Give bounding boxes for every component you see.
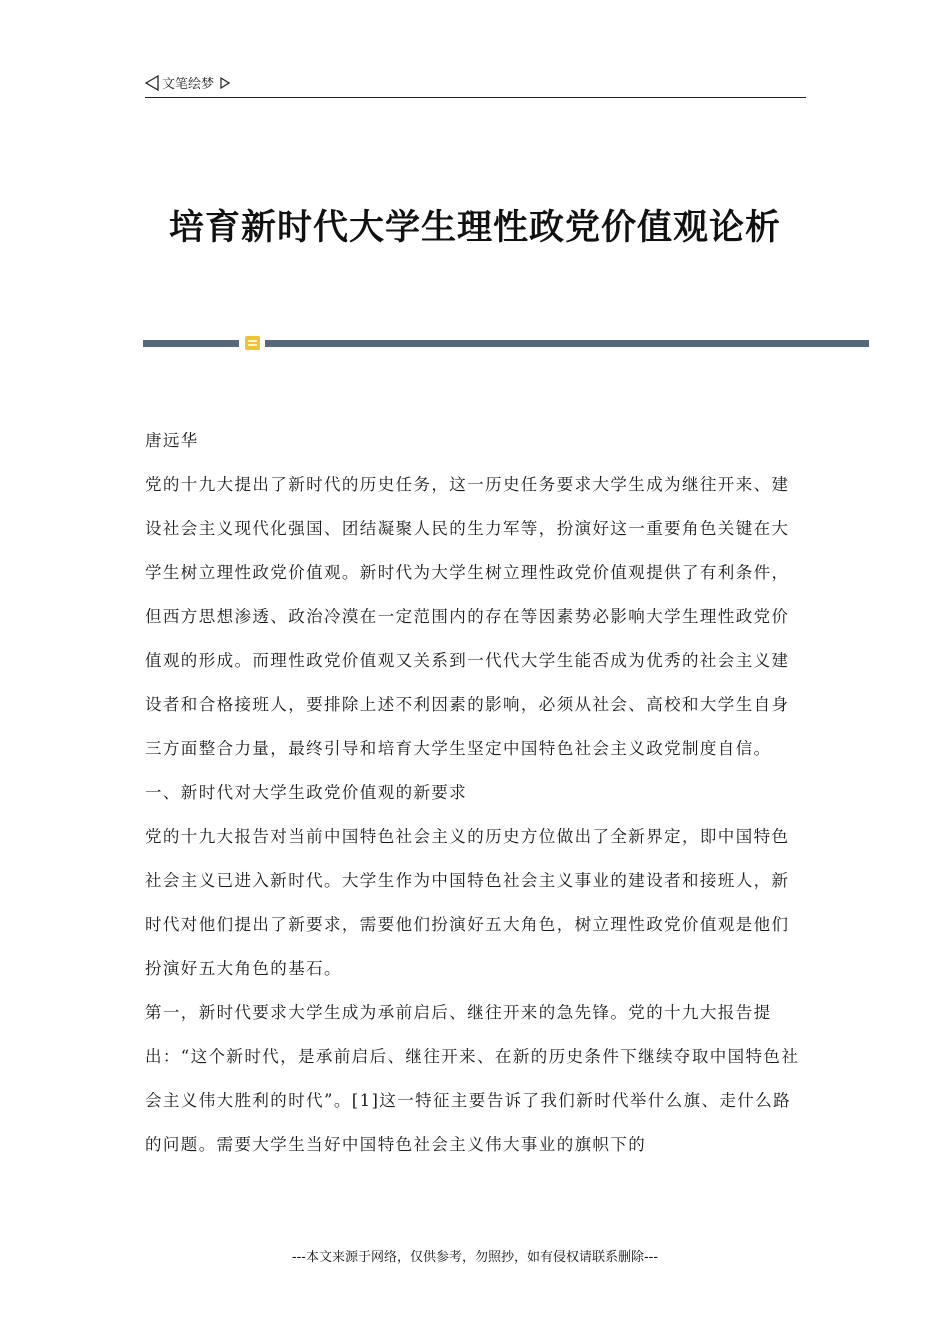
paragraph: 第一，新时代要求大学生成为承前启后、继往开来的急先锋。党的十九大报告提出：“这个新时代，是承前启后、继往开来、在新的历史条件下继续夺取中国特色社会主义伟大胜利的时代”。[1]这一特征主要告诉了我们新时代举什么旗、走什么路的问题。需要大学生当好中国特色社会主义伟大事业的旗帜下的 [145, 1003, 800, 1154]
header-brand: 文笔绘梦 [162, 77, 215, 92]
article-body [145, 419, 805, 1167]
divider-bar-left [143, 340, 239, 347]
page-header [145, 73, 806, 98]
triangle-right-icon [220, 77, 230, 89]
paragraph: 党的十九大报告对当前中国特色社会主义的历史方位做出了全新界定，即中国特色社会主义已进入新时代。大学生作为中国特色社会主义事业的建设者和接班人，新时代对他们提出了新要求，需要他们扮演好五大角色，树立理性政党价值观是他们扮演好五大角色的基石。 [145, 827, 790, 978]
triangle-left-icon [145, 75, 159, 91]
page-footer: ---本文来源于网络，仅供参考，勿照抄，如有侵权请联系删除--- [291, 1250, 659, 1265]
section-heading: 一、新时代对大学生政党价值观的新要求 [145, 783, 468, 802]
document-title: 培育新时代大学生理性政党价值观论析 [168, 207, 781, 248]
title-divider [143, 336, 869, 350]
author-name: 唐远华 [145, 431, 199, 450]
divider-ornament-icon [245, 336, 260, 350]
divider-bar-right [265, 340, 869, 347]
paragraph-abstract: 党的十九大提出了新时代的历史任务，这一历史任务要求大学生成为继往开来、建设社会主义现代化强国、团结凝聚人民的生力军等，扮演好这一重要角色关键在大学生树立理性政党价值观。新时代为大学生树立理性政党价值观提供了有利条件，但西方思想渗透、政治冷漠在一定范围内的存在等因素势必影响大学生理性政党价值观的形成。而理性政党价值观又关系到一代代大学生能否成为优秀的社会主义建设者和合格接班人，要排除上述不利因素的影响，必须从社会、高校和大学生自身三方面整合力量，最终引导和培育大学生坚定中国特色社会主义政党制度自信。 [145, 475, 790, 758]
